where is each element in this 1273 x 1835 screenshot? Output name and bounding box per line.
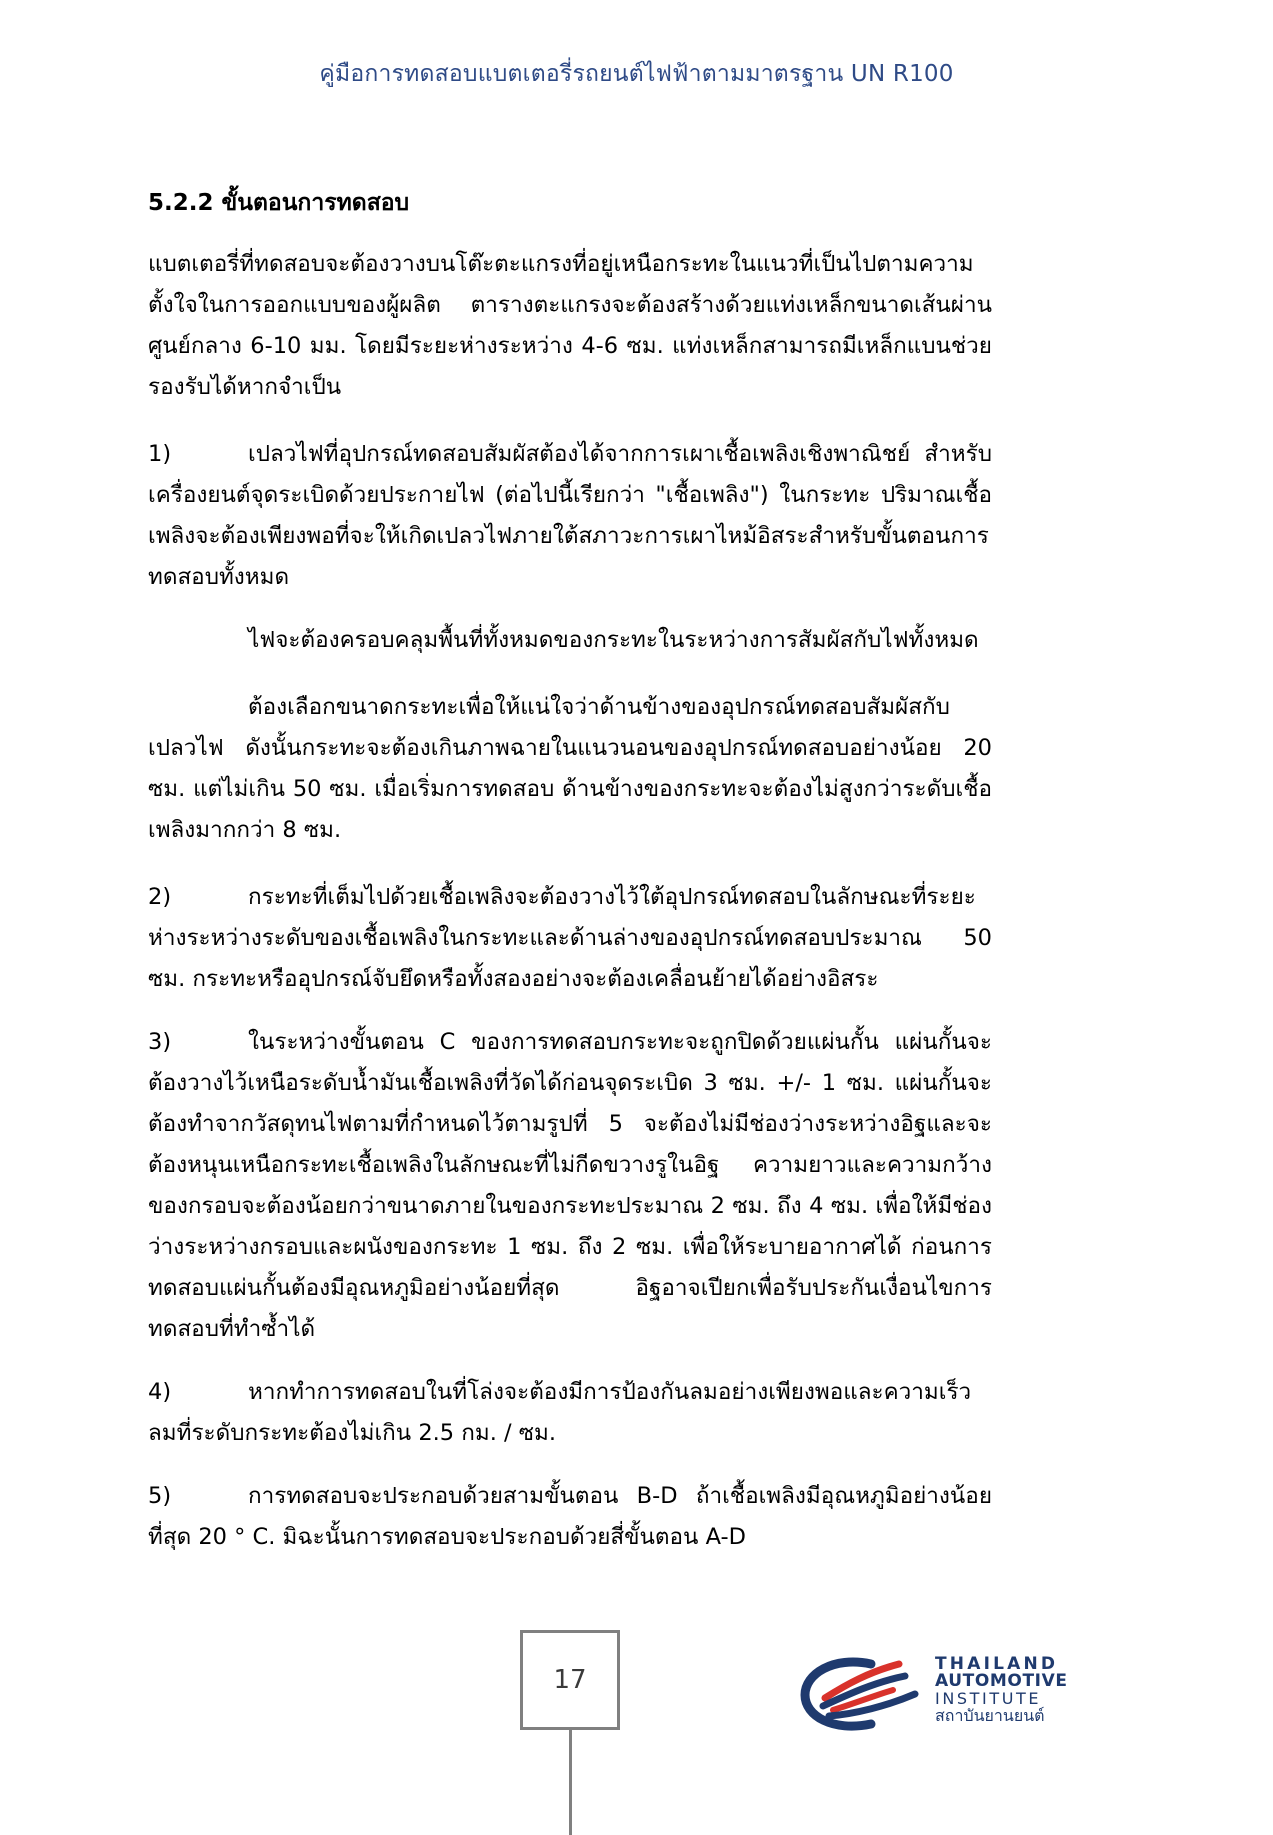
list-item bbox=[148, 1476, 992, 1558]
tai-logo-wordmark bbox=[935, 1654, 1068, 1725]
logo-line-institute: INSTITUTE bbox=[935, 1688, 1042, 1708]
list-item-marker: 2) bbox=[148, 884, 172, 910]
logo-line-automotive: AUTOMOTIVE bbox=[935, 1671, 1068, 1692]
list-item bbox=[148, 434, 992, 598]
intro-paragraph: แบตเตอรี่ที่ทดสอบจะต้องวางบนโต๊ะตะแกรงที่อยู่เหนือกระทะในแนวที่เป็นไปตามความตั้งใจในการออกแบบของผู้ผลิต ตารางตะแกรงจะต้องสร้างด้วยแท่งเหล็กขนาดเส้นผ่านศูนย์กลาง 6-10 มม. โดยมีระยะห่างระหว่าง 4-6 ซม. แท่งเหล็กสามารถมีเหล็กแบนช่วยรองรับได้หากจำเป็น bbox=[148, 251, 992, 400]
tai-logo-mark-icon bbox=[795, 1654, 923, 1734]
list-item-text: เปลวไฟที่อุปกรณ์ทดสอบสัมผัสต้องได้จากการเผาเชื้อเพลิงเชิงพาณิชย์ สำหรับเครื่องยนต์จุดระเบิดด้วยประกายไฟ (ต่อไปนี้เรียกว่า "เชื้อเพลิง") ในกระทะ ปริมาณเชื้อเพลิงจะต้องเพียงพอที่จะให้เกิดเปลวไฟภายใต้สภาวะการเผาไหม้อิสระสำหรับขั้นตอนการทดสอบทั้งหมด bbox=[148, 441, 992, 590]
list-item bbox=[148, 1372, 992, 1454]
logo-line-thai: สถาบันยานยนต์ bbox=[935, 1705, 1045, 1725]
list-item-text: กระทะที่เต็มไปด้วยเชื้อเพลิงจะต้องวางไว้ใต้อุปกรณ์ทดสอบในลักษณะที่ระยะห่างระหว่างระดับของเชื้อเพลิงในกระทะและด้านล่างของอุปกรณ์ทดสอบประมาณ 50 ซม. กระทะหรืออุปกรณ์จับยึดหรือทั้งสองอย่างจะต้องเคลื่อนย้ายได้อย่างอิสระ bbox=[148, 884, 992, 992]
list-item-text: ในระหว่างขั้นตอน C ของการทดสอบกระทะจะถูกปิดด้วยแผ่นกั้น แผ่นกั้นจะต้องวางไว้เหนือระดับน้ำมันเชื้อเพลิงที่วัดได้ก่อนจุดระเบิด 3 ซม. +/- 1 ซม. แผ่นกั้นจะต้องทำจากวัสดุทนไฟตามที่กำหนดไว้ตามรูปที่ 5 จะต้องไม่มีช่องว่างระหว่างอิฐและจะต้องหนุนเหนือกระทะเชื้อเพลิงในลักษณะที่ไม่กีดขวางรูในอิฐ ความยาวและความกว้างของกรอบจะต้องน้อยกว่าขนาดภายในของกระทะประมาณ 2 ซม. ถึง 4 ซม. เพื่อให้มีช่องว่างระหว่างกรอบและผนังของกระทะ 1 ซม. ถึง 2 ซม. เพื่อให้ระบายอากาศได้ ก่อนการทดสอบแผ่นกั้นต้องมีอุณหภูมิอย่างน้อยที่สุด อิฐอาจเปียกเพื่อรับประกันเงื่อนไขการทดสอบที่ทำซ้ำได้ bbox=[148, 1029, 992, 1342]
list-item-marker: 3) bbox=[148, 1029, 172, 1055]
thailand-automotive-institute-logo bbox=[795, 1648, 1068, 1740]
document-body bbox=[148, 186, 992, 1584]
page-number-box bbox=[520, 1630, 620, 1730]
section-heading: 5.2.2 ขั้นตอนการทดสอบ bbox=[148, 190, 410, 216]
list-item-marker: 4) bbox=[148, 1379, 172, 1405]
list-item-text: การทดสอบจะประกอบด้วยสามขั้นตอน B-D ถ้าเชื้อเพลิงมีอุณหภูมิอย่างน้อยที่สุด 20 ° C. มิฉะนั้นการทดสอบจะประกอบด้วยสี่ขั้นตอน A-D bbox=[148, 1483, 992, 1550]
list-item-marker: 1) bbox=[148, 441, 172, 467]
list-item bbox=[148, 1022, 992, 1350]
list-item-text: หากทำการทดสอบในที่โล่งจะต้องมีการป้องกันลมอย่างเพียงพอและความเร็วลมที่ระดับกระทะต้องไม่เกิน 2.5 กม. / ซม. bbox=[148, 1379, 972, 1446]
document-running-header: คู่มือการทดสอบแบตเตอรี่รถยนต์ไฟฟ้าตามมาตรฐาน UN R100 bbox=[319, 61, 954, 87]
document-footer bbox=[0, 1630, 1273, 1800]
list-item-marker: 5) bbox=[148, 1483, 172, 1509]
sub-paragraph: ไฟจะต้องครอบคลุมพื้นที่ทั้งหมดของกระทะในระหว่างการสัมผัสกับไฟทั้งหมด bbox=[248, 627, 979, 653]
sub-paragraph: ต้องเลือกขนาดกระทะเพื่อให้แน่ใจว่าด้านข้างของอุปกรณ์ทดสอบสัมผัสกับเปลวไฟ ดังนั้นกระทะจะต้องเกินภาพฉายในแนวนอนของอุปกรณ์ทดสอบอย่างน้อย 20 ซม. แต่ไม่เกิน 50 ซม. เมื่อเริ่มการทดสอบ ด้านข้างของกระทะจะต้องไม่สูงกว่าระดับเชื้อเพลิงมากกว่า 8 ซม. bbox=[148, 694, 992, 843]
page-number: 17 bbox=[553, 1665, 587, 1695]
page-number-stem-line bbox=[569, 1730, 572, 1835]
list-item bbox=[148, 877, 992, 1000]
logo-line-thailand: THAILAND bbox=[935, 1654, 1059, 1674]
